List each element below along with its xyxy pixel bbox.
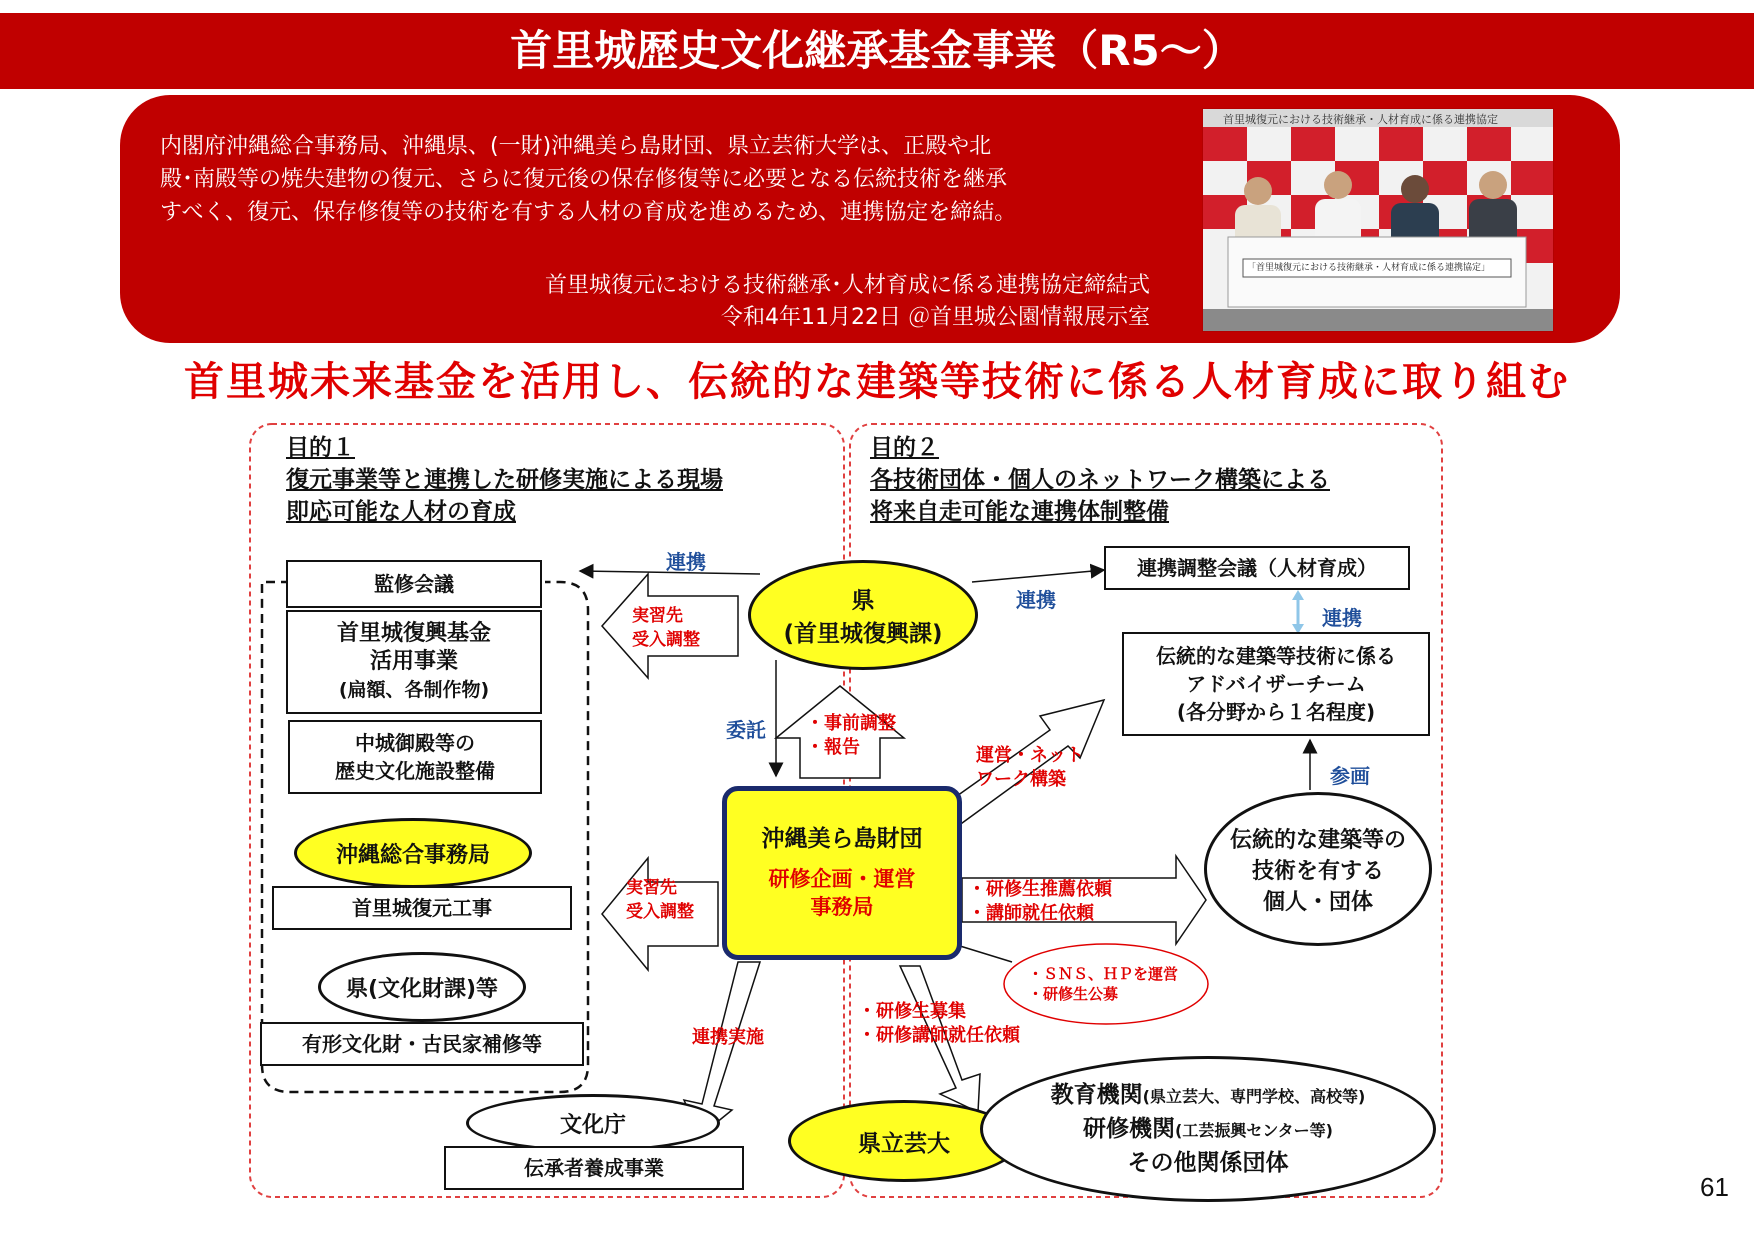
recruit-line1: ・研修生募集: [858, 1001, 966, 1022]
network-line2: ワーク構築: [976, 769, 1066, 790]
recommend-line1: ・研修生推薦依頼: [968, 879, 1112, 900]
practice-mid-label: [626, 876, 694, 924]
foundation-role-line2: 事務局: [810, 895, 874, 919]
recruit-line2: ・研修講師就任依頼: [858, 1025, 1020, 1046]
advisor-line1: 伝統的な建築等技術に係る: [1156, 644, 1396, 668]
sanka-label: 参画: [1330, 764, 1370, 788]
nakagusuku-line2: 歴史文化施設整備: [335, 759, 495, 783]
foundation-name: 沖縄美ら島財団: [761, 826, 923, 852]
successor-training-box: [444, 1146, 744, 1190]
joint-impl-line: 連携実施: [692, 1027, 764, 1048]
prior-adjust-label: [806, 712, 896, 760]
holders-line3: 個人・団体: [1262, 889, 1373, 915]
advisor-line3: (各分野から１名程度): [1176, 700, 1376, 724]
intro-line-3: すべく、復元、保存修復等の技術を有する人材の育成を進めるため、連携協定を締結。: [160, 200, 1017, 225]
renkei-right-label: 連携: [1016, 588, 1056, 612]
sns-line1: ・ＳＮＳ、ＨＰを運営: [1028, 965, 1179, 983]
bunkacho-label: 文化庁: [559, 1112, 626, 1138]
foundation-role-line1: 研修企画・運営: [768, 867, 916, 891]
practice-top-label: [632, 604, 700, 652]
prefecture-line1: 県: [851, 588, 875, 614]
holders-line1: 伝統的な建築等の: [1229, 827, 1406, 853]
sns-label: [1028, 964, 1178, 1004]
goal2-block: [870, 432, 1330, 528]
renkei-vertical-label: 連携: [1322, 606, 1362, 630]
edu-line1-sub: (県立芸大、専門学校、高校等): [1142, 1087, 1366, 1106]
geidai-label: 県立芸大: [858, 1130, 950, 1157]
goal1-block: [286, 432, 723, 528]
edu-line2-sub: (工芸振興センター等): [1175, 1121, 1333, 1140]
bunkacho-ellipse: [466, 1094, 720, 1152]
intro-line-2: 殿･南殿等の焼失建物の復元、さらに復元後の保存修復等に必要となる伝統技術を継承: [160, 167, 1008, 192]
restoration-work-label: 首里城復元工事: [352, 896, 492, 920]
culture-division-ellipse: [318, 952, 526, 1022]
slogan: 首里城未来基金を活用し、伝統的な建築等技術に係る人材育成に取り組む: [184, 359, 1570, 405]
fund-line3: (扁額、各制作物): [338, 679, 490, 701]
practice-mid-line2: 受入調整: [626, 902, 694, 922]
fund-project-box: [286, 610, 542, 714]
supervision-council-box: [286, 560, 542, 608]
goal1-line2: 即応可能な人材の育成: [286, 499, 516, 525]
recommend-line2: ・講師就任依頼: [968, 903, 1094, 924]
recruit-label: [858, 1000, 1020, 1048]
prior-adjust-line: ・事前調整: [806, 713, 896, 734]
prefecture-line2: (首里城復興課): [783, 621, 943, 647]
advisor-team-box: [1122, 632, 1430, 736]
restoration-work-box: [272, 886, 572, 930]
goal2-line1: 各技術団体・個人のネットワーク構築による: [870, 467, 1330, 493]
practice-mid-line1: 実習先: [626, 878, 677, 898]
renkei-left-label: 連携: [666, 550, 706, 574]
edu-line2-main: 研修機関: [1083, 1116, 1175, 1142]
council-label: 連携調整会議（人材育成）: [1137, 556, 1377, 580]
photo-board-text: 「首里城復元における技術継承・人材育成に係る連携協定」: [1247, 263, 1491, 273]
edu-line1: [1051, 1079, 1366, 1113]
culture-division-label: 県(文化財課)等: [345, 976, 499, 1002]
goal1-line1: 復元事業等と連携した研修実施による現場: [286, 467, 723, 493]
edu-line1-main: 教育機関: [1050, 1082, 1143, 1108]
okinawa-office-ellipse: [294, 818, 532, 888]
technique-holders-ellipse: [1204, 792, 1432, 946]
recommend-label: [968, 878, 1112, 926]
sns-line2: ・研修生公募: [1028, 985, 1119, 1003]
nakagusuku-box: [288, 720, 542, 794]
nakagusuku-line1: 中城御殿等の: [355, 731, 475, 755]
intro-line-1: 内閣府沖縄総合事務局、沖縄県、(一財)沖縄美ら島財団、県立芸術大学は、正殿や北: [160, 134, 992, 159]
okinawa-office-label: 沖縄総合事務局: [335, 842, 490, 868]
practice-top-line1: 実習先: [632, 606, 683, 626]
holders-line2: 技術を有する: [1251, 858, 1384, 884]
edu-line2: [1083, 1113, 1333, 1147]
education-institutions-ellipse: [980, 1056, 1436, 1202]
foundation-box: [722, 786, 962, 960]
caption-date-place: 令和4年11月22日 ＠首里城公園情報展示室: [721, 305, 1150, 330]
photo-banner-text: 首里城復元における技術継承・人材育成に係る連携協定: [1223, 113, 1498, 126]
goal1-heading: 目的１: [286, 435, 355, 461]
advisor-line2: アドバイザーチーム: [1186, 672, 1366, 696]
page-number: 61: [1700, 1172, 1729, 1202]
network-build-label: [976, 744, 1084, 792]
fund-line1: 首里城復興基金: [336, 621, 491, 646]
itaku-label: 委託: [726, 718, 766, 742]
report-line: ・報告: [806, 737, 860, 758]
edu-line3: その他関係団体: [1127, 1150, 1289, 1176]
page-title: 首里城歴史文化継承基金事業（R5～）: [0, 13, 1754, 89]
cultural-assets-label: 有形文化財・古民家補修等: [302, 1032, 542, 1056]
goal2-heading: 目的２: [870, 435, 939, 461]
prefecture-ellipse: [748, 560, 978, 670]
fund-line2: 活用事業: [369, 649, 458, 674]
successor-training-label: 伝承者養成事業: [524, 1156, 664, 1180]
network-line1: 運営・ネット: [976, 745, 1084, 766]
joint-impl-label: [692, 1026, 764, 1050]
practice-top-line2: 受入調整: [632, 630, 700, 650]
goal2-line2: 将来自走可能な連携体制整備: [870, 499, 1169, 525]
cultural-assets-box: [260, 1022, 584, 1066]
supervision-council-label: 監修会議: [374, 572, 454, 596]
caption-ceremony: 首里城復元における技術継承･人材育成に係る連携協定締結式: [544, 273, 1150, 298]
council-box: [1104, 546, 1410, 590]
